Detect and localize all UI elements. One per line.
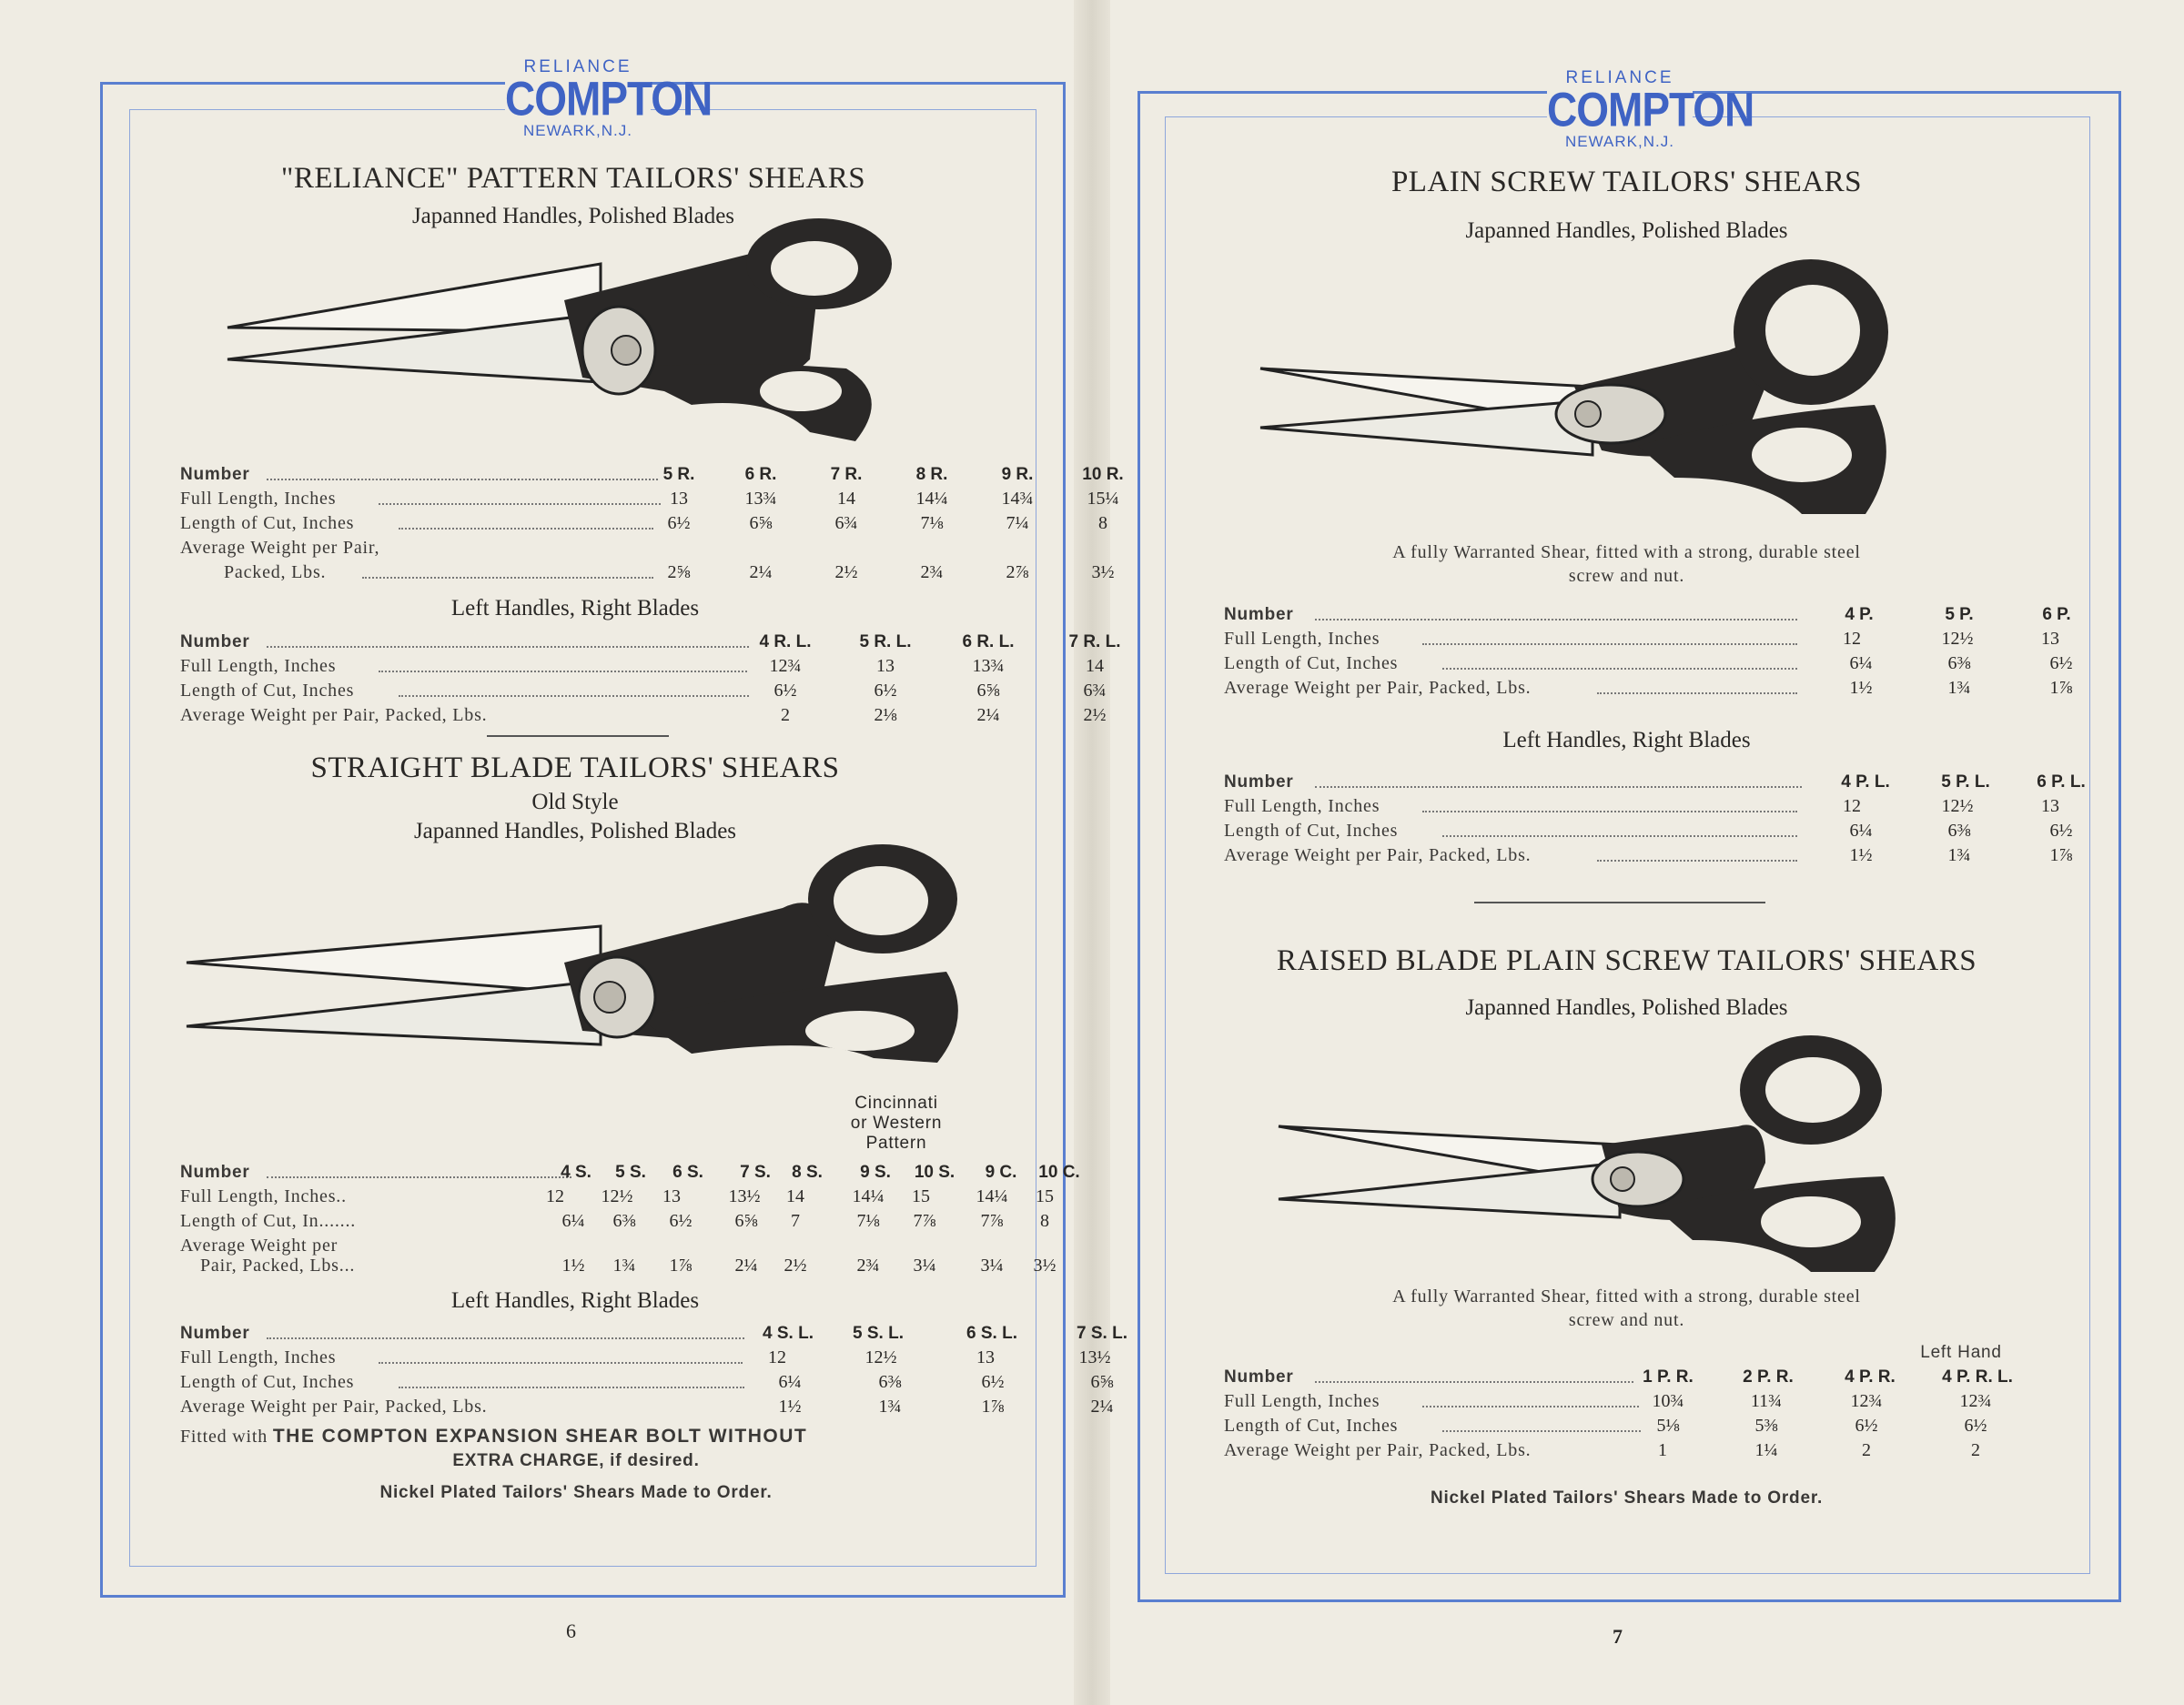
table-row: Full Length, Inches 12 12½ 13 [1224, 629, 2059, 649]
old-style-subtitle: Old Style [531, 790, 619, 814]
table-header-row: Number 4 S. L. 5 S. L. 6 S. L. 7 S. L. [180, 1321, 963, 1346]
warranty-note-1: A fully Warranted Shear, fitted with a strong, durable steel screw and nut. [1392, 542, 1861, 586]
table-row: Average Weight per Pair, [180, 538, 380, 558]
left-handles-heading-2: Left Handles, Right Blades [450, 1288, 700, 1313]
reliance-subtitle: Japanned Handles, Polished Blades [411, 204, 735, 228]
table-row: Full Length, Inches 12 12½ 13 [1224, 796, 2059, 816]
table-row: Length of Cut, Inches 6¼ 6⅜ 6½ 6⅝ [180, 1372, 1114, 1392]
table-row: Length of Cut, Inches 5⅛ 5⅜ 6½ 6½ [1224, 1416, 1987, 1436]
table-header-row: Number 4 P. 5 P. 6 P. [1224, 602, 2070, 627]
reliance-shears-illustration [218, 214, 937, 469]
straight-blade-title: STRAIGHT BLADE TAILORS' SHEARS [310, 752, 840, 784]
table-header-row: Number 4 R. L. 5 R. L. 6 R. L. 7 R. L. [180, 630, 963, 654]
nickel-plated-note-left: Nickel Plated Tailors' Shears Made to Order. [379, 1483, 773, 1502]
raised-blade-spec-table [1224, 1365, 2070, 1463]
table-header-row: Number 5 R. 6 R. 7 R. 8 R. 9 R. 10 R. [180, 462, 963, 487]
divider-rule [487, 735, 669, 737]
book-gutter [1074, 0, 1110, 1705]
table-row: Length of Cut, Inches 6¼ 6⅜ 6½ [1224, 821, 2073, 841]
left-hand-note: Left Hand [1920, 1343, 2002, 1362]
compton-logo: RELIANCE COMPTON NEWARK,N.J. [1547, 68, 1754, 150]
table-row: Average Weight per Pair, Packed, Lbs. 1 1¼ 2 2 [1224, 1440, 1980, 1460]
nickel-plated-note-right: Nickel Plated Tailors' Shears Made to Order. [1430, 1488, 1824, 1508]
expansion-bolt-note: Fitted with THE COMPTON EXPANSION SHEAR BOLT WITHOUT EXTRA CHARGE, if desired. [180, 1426, 808, 1470]
table-row: Full Length, Inches.. 12 12½ 13 13½ 14 14¼ 15 14¼ 15 [180, 1186, 1054, 1206]
plain-screw-left-handles-table [1224, 770, 2086, 868]
reliance-spec-table [180, 462, 1124, 585]
straight-blade-left-handles-table [180, 1321, 1127, 1419]
page-number-7: 7 [1613, 1625, 1623, 1648]
plain-screw-title: PLAIN SCREW TAILORS' SHEARS [1390, 166, 1863, 198]
table-row: Average Weight per Pair, Packed, Lbs. 1½ 1¾ 1⅞ [1224, 845, 2073, 865]
page-number-6: 6 [566, 1619, 576, 1642]
straight-blade-shears-illustration [182, 835, 974, 1081]
table-row: Length of Cut, Inches 6½ 6½ 6⅝ 6¾ [180, 681, 1107, 701]
warranty-note-2: A fully Warranted Shear, fitted with a strong, durable steel screw and nut. [1392, 1286, 1861, 1330]
plain-screw-spec-table [1224, 602, 2073, 701]
table-row: Average Weight per Pair, Packed, Lbs. 1½ 1¾ 1⅞ 2¼ [180, 1397, 1114, 1417]
table-row: Full Length, Inches 12¾ 13 13¾ 14 [180, 656, 1104, 676]
table-row: Full Length, Inches 10¾ 11¾ 12¾ 12¾ [1224, 1391, 1992, 1411]
table-row: Full Length, Inches 13 13¾ 14 14¼ 14¾ 15¼ [180, 489, 1119, 509]
reliance-pattern-title: "RELIANCE" PATTERN TAILORS' SHEARS [280, 162, 866, 195]
plain-screw-shears-illustration [1256, 250, 1911, 541]
table-row: Full Length, Inches 12 12½ 13 13½ [180, 1347, 1111, 1367]
table-row: Pair, Packed, Lbs... 1½ 1¾ 1⅞ 2¼ 2½ 2¾ 3¼ 3¼ 3½ [200, 1256, 1057, 1276]
left-handles-heading-right: Left Handles, Right Blades [1502, 728, 1751, 752]
table-row: Length of Cut, Inches 6½ 6⅝ 6¾ 7⅛ 7¼ 8 [180, 513, 1107, 533]
table-header-row: Number 4 S. 5 S. 6 S. 7 S. 8 S. 9 S. 10 S. 9 C. 10 C. [180, 1160, 972, 1185]
table-header-row: Number 4 P. L. 5 P. L. 6 P. L. [1224, 770, 2070, 794]
table-row: Length of Cut, In....... 6¼ 6⅜ 6½ 6⅝ 7 7⅛ 7⅞ 7⅞ 8 [180, 1211, 1049, 1231]
straight-blade-subtitle: Japanned Handles, Polished Blades [413, 819, 737, 843]
table-row: Average Weight per Pair, Packed, Lbs. 2 2⅛ 2¼ 2½ [180, 705, 1107, 725]
divider-rule [1474, 902, 1765, 903]
table-row: Average Weight per [180, 1236, 339, 1256]
raised-blade-title: RAISED BLADE PLAIN SCREW TAILORS' SHEARS [1276, 944, 1977, 977]
table-row: Average Weight per Pair, Packed, Lbs. 1½ 1¾ 1⅞ [1224, 678, 2073, 698]
raised-blade-subtitle: Japanned Handles, Polished Blades [1465, 995, 1788, 1020]
plain-screw-subtitle: Japanned Handles, Polished Blades [1465, 218, 1788, 243]
table-header-row: Number 1 P. R. 2 P. R. 4 P. R. 4 P. R. L. [1224, 1365, 2070, 1389]
left-handles-heading-1: Left Handles, Right Blades [450, 596, 700, 620]
straight-blade-spec-table [180, 1160, 1080, 1278]
table-row: Length of Cut, Inches 6¼ 6⅜ 6½ [1224, 653, 2073, 673]
right-page [1110, 0, 2184, 1705]
reliance-left-handles-table [180, 630, 1121, 728]
table-row: Packed, Lbs. 2⅝ 2¼ 2½ 2¾ 2⅞ 3½ [224, 562, 1115, 582]
compton-logo: RELIANCE COMPTON NEWARK,N.J. [505, 57, 713, 139]
raised-blade-shears-illustration [1274, 1026, 1929, 1281]
cincinnati-pattern-note: Cincinnati or Western Pattern [850, 1094, 943, 1153]
